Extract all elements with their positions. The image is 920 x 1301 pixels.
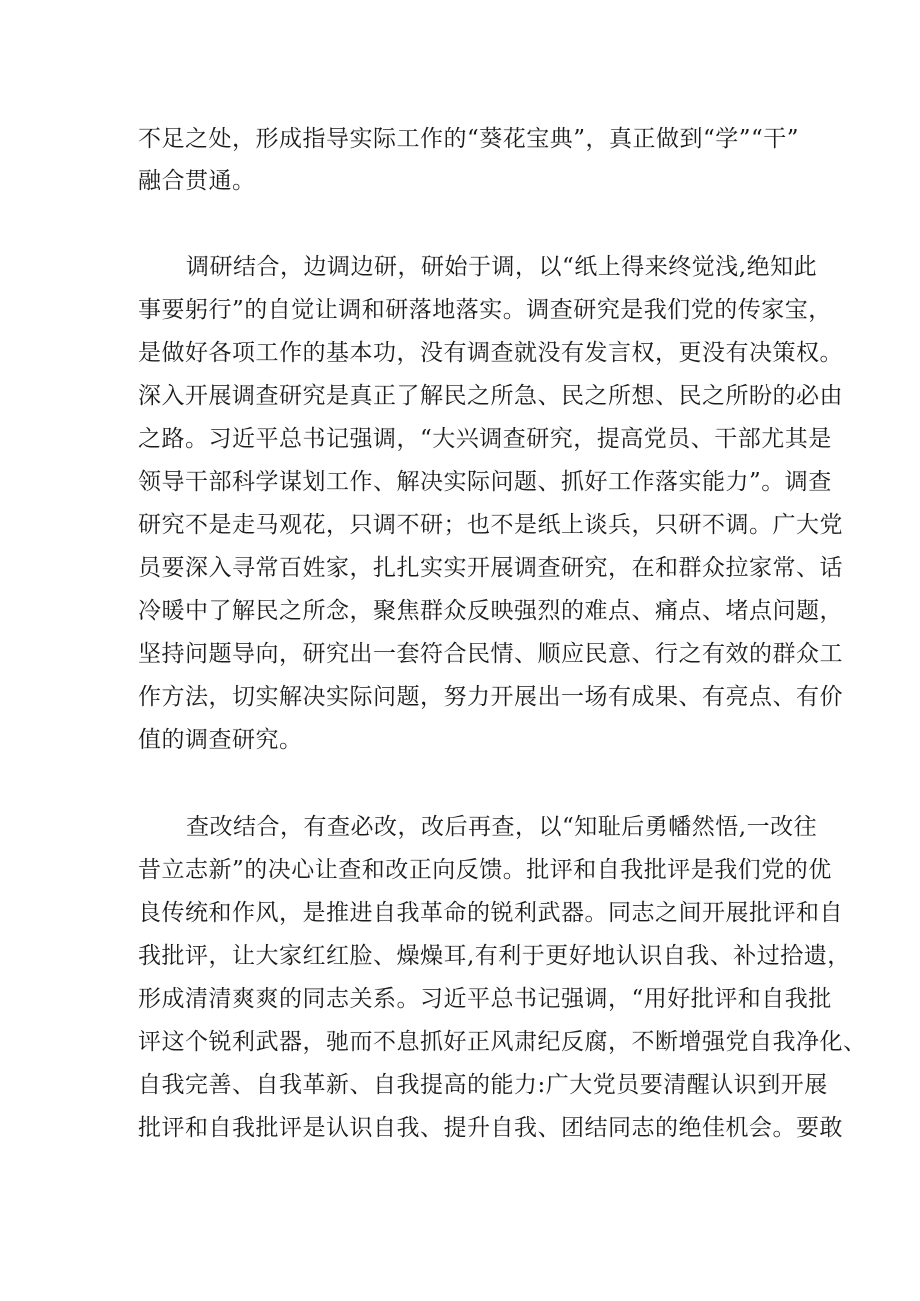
paragraph-2-line-10: 坚持问题导向，研究出一套符合民情、顺应民意、行之有效的群众工 bbox=[138, 641, 843, 667]
paragraph-1-line-2: 融合贯通。 bbox=[138, 168, 256, 194]
paragraph-2-line-11: 作方法，切实解决实际问题，努力开展出一场有成果、有亮点、有价 bbox=[138, 684, 843, 710]
paragraph-3-line-7: 自我完善、自我革新、自我提高的能力:广大党员要清醒认识到开展 bbox=[138, 1072, 828, 1098]
paragraph-2-line-12: 值的调查研究。 bbox=[138, 727, 303, 753]
paragraph-2-line-5: 之路。习近平总书记强调，“大兴调查研究，提高党员、干部尤其是 bbox=[138, 426, 832, 452]
paragraph-2-line-4: 深入开展调查研究是真正了解民之所急、民之所想、民之所盼的必由 bbox=[138, 383, 843, 409]
paragraph-1-line-1: 不足之处，形成指导实际工作的“葵花宝典”，真正做到“学”“干” bbox=[138, 126, 800, 152]
paragraph-2-line-6: 领导干部科学谋划工作、解决实际问题、抓好工作落实能力”。调查 bbox=[138, 469, 832, 495]
paragraph-2-line-1: 调研结合，边调边研，研始于调，以“纸上得来终觉浅,绝知此 bbox=[186, 254, 818, 280]
paragraph-3-line-3: 良传统和作风，是推进自我革命的锐利武器。同志之间开展批评和自 bbox=[138, 900, 843, 926]
paragraph-2-line-9: 冷暖中了解民之所念，聚焦群众反映强烈的难点、痛点、堵点问题， bbox=[138, 598, 843, 624]
paragraph-3-line-4: 我批评，让大家红红脸、燥燥耳,有利于更好地认识自我、补过拾遗， bbox=[138, 943, 851, 969]
paragraph-3-line-1: 查改结合，有查必改，改后再查，以“知耻后勇幡然悟,一改往 bbox=[186, 814, 818, 840]
paragraph-3-line-5: 形成清清爽爽的同志关系。习近平总书记强调，“用好批评和自我批 bbox=[138, 986, 832, 1012]
paragraph-2-line-8: 员要深入寻常百姓家，扎扎实实开展调查研究，在和群众拉家常、话 bbox=[138, 555, 843, 581]
paragraph-3-line-8: 批评和自我批评是认识自我、提升自我、团结同志的绝佳机会。要敢 bbox=[138, 1115, 843, 1141]
paragraph-3-line-2: 昔立志新”的决心让查和改正向反馈。批评和自我批评是我们党的优 bbox=[138, 857, 832, 883]
paragraph-2-line-2: 事要躬行”的自觉让调和研落地落实。调查研究是我们党的传家宝， bbox=[138, 297, 832, 323]
paragraph-2-line-3: 是做好各项工作的基本功，没有调查就没有发言权，更没有决策权。 bbox=[138, 340, 843, 366]
paragraph-3-line-6: 评这个锐利武器，驰而不息抓好正风肃纪反腐，不断增强党自我净化、 bbox=[138, 1029, 867, 1055]
paragraph-2-line-7: 研究不是走马观花，只调不研；也不是纸上谈兵，只研不调。广大党 bbox=[138, 512, 843, 538]
